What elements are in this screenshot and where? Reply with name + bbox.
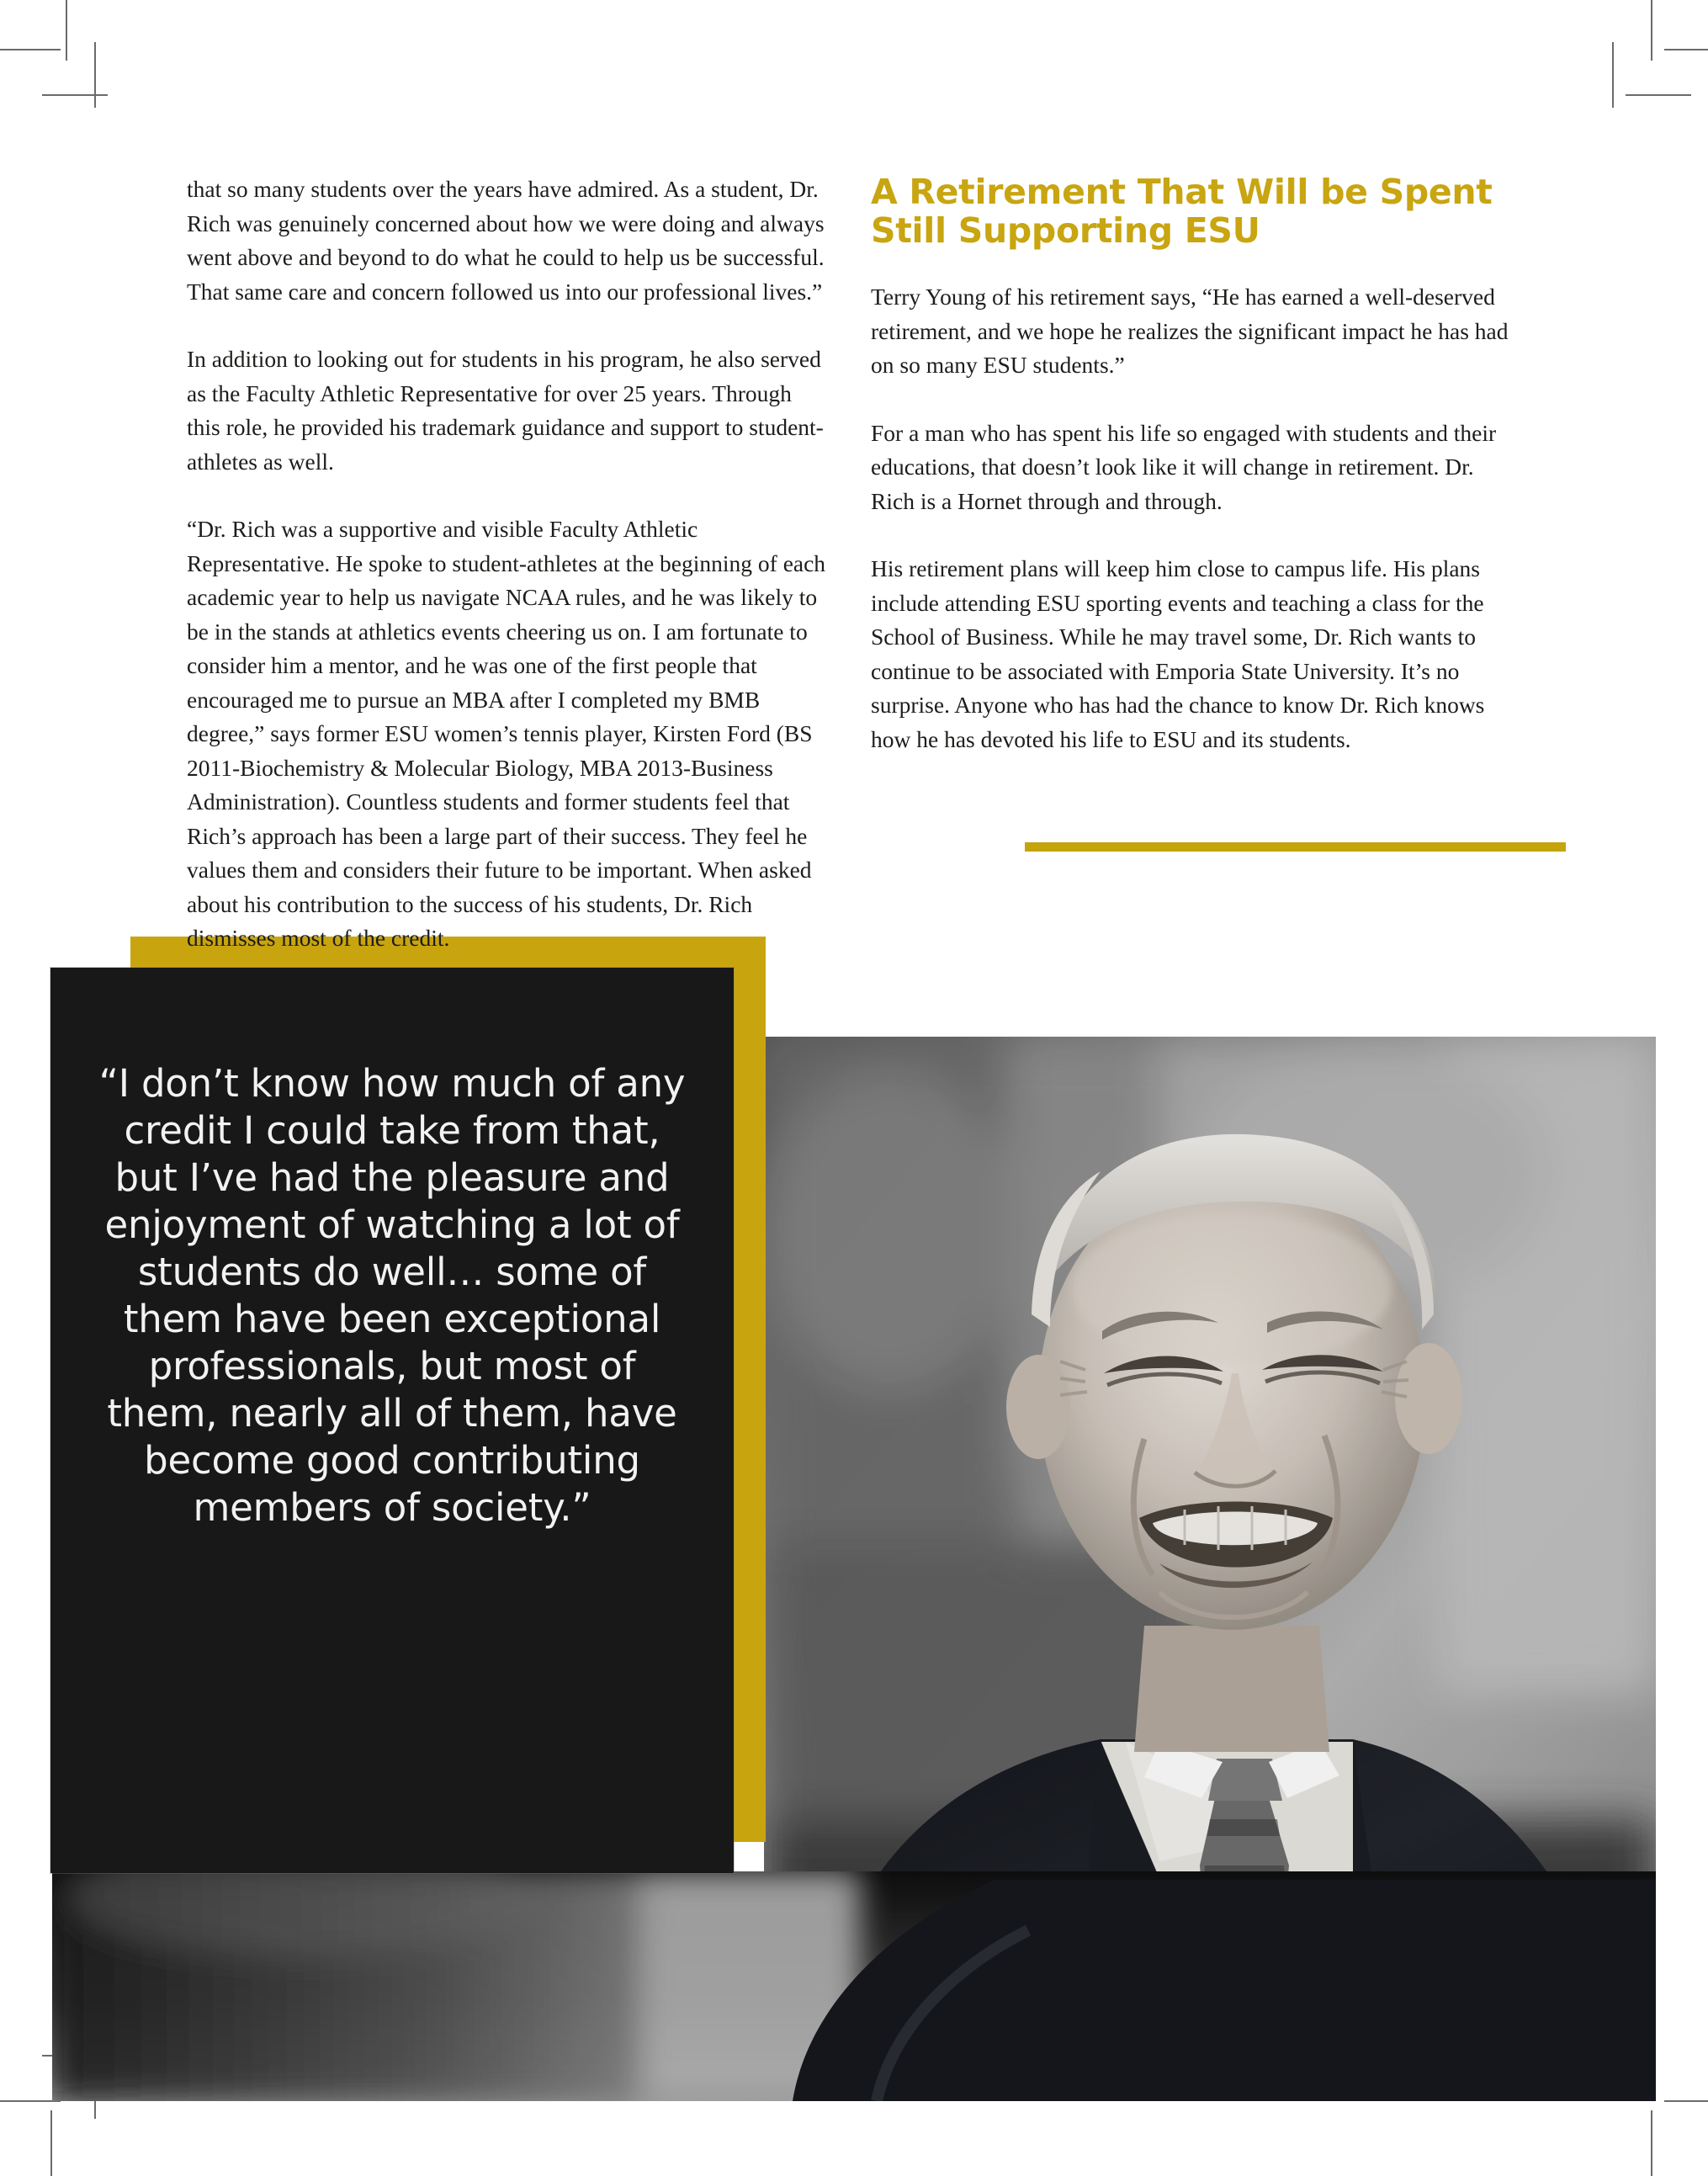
- gold-divider-rule: [1025, 842, 1566, 852]
- left-paragraph-3: “Dr. Rich was a supportive and visible Faculty Athletic Representative. He spoke to student-athletes at the beginning of each academic year to help us navigate NCAA rules, and he was likely to be in the stands at athletics events cheering us on. I am fortunate to consider him a mentor, and he was one of the first people that encouraged me to pursue an MBA after I completed my BMB degree,” says former ESU women’s tennis player, Kirsten Ford (BS 2011-Biochemistry & Molecular Biology, MBA 2013-Business Administration). Countless students and former students feel that Rich’s approach has been a large part of their success. They feel he values them and considers their future to be important. When asked about his contribution to the success of his students, Dr. Rich dismisses most of the credit.: [187, 516, 826, 951]
- section-headline: A Retirement That Will be Spent Still Supporting ESU: [871, 172, 1493, 251]
- left-paragraph-1: that so many students over the years have admired. As a student, Dr. Rich was genuinely concerned about how we were doing and always went above and beyond to do what he could to help us be successful. That same care and concern followed us into our professional lives.”: [187, 176, 825, 305]
- right-text-column: [871, 172, 1510, 756]
- right-paragraph-1: Terry Young of his retirement says, “He has earned a well-deserved retirement, and we hope he realizes the significant impact he has had on so many ESU students.”: [871, 284, 1509, 378]
- left-text-column: [187, 172, 826, 956]
- right-paragraph-2: For a man who has spent his life so engaged with students and their educations, that doesn’t look like it will change in retirement. Dr. Rich is a Hornet through and through.: [871, 419, 1497, 514]
- right-paragraph-3: His retirement plans will keep him close to campus life. His plans include attending ESU sporting events and teaching a class for the School of Business. While he may travel some, Dr. Rich wants to continue to be associated with Emporia State University. It’s no surprise. Anyone who has had the chance to know Dr. Rich knows how he has devoted his life to ESU and its students.: [871, 555, 1485, 752]
- left-paragraph-2: In addition to looking out for students in his program, he also served as the Faculty Athletic Representative for over 25 years. Through this role, he provided his trademark guidance and support to student-athletes as well.: [187, 346, 824, 475]
- pull-quote-text: “I don’t know how much of any credit I could take from that, but I’ve had the pleasure and enjoyment of watching a lot of students do well… some of them have been exceptional professionals, but most of them, nearly all of them, have become good contributing members of society.”: [98, 1061, 686, 1530]
